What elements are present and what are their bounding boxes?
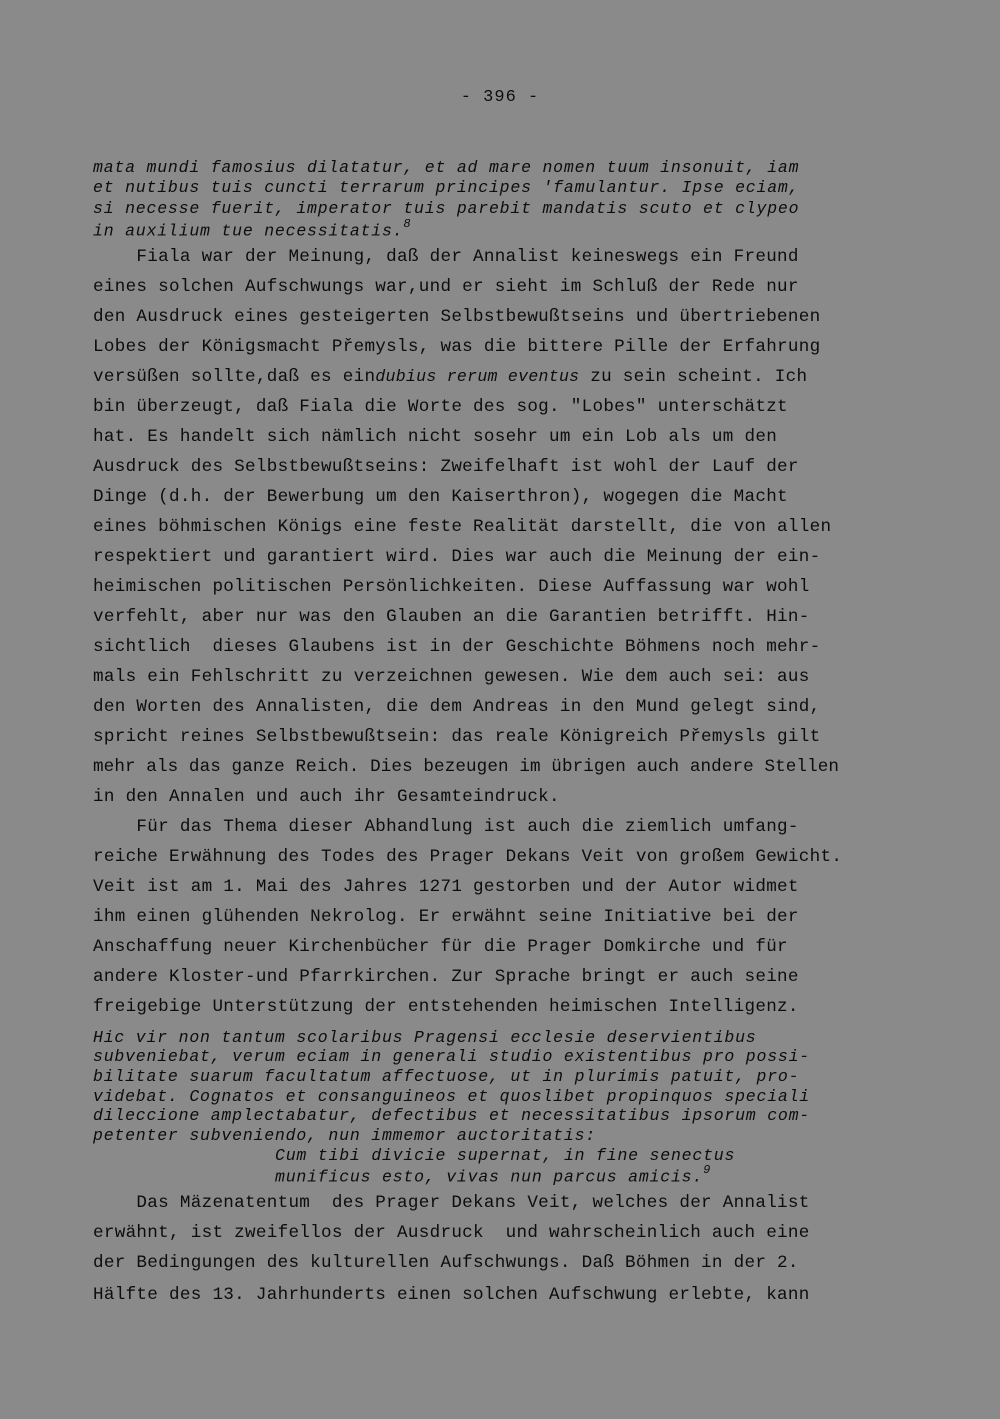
verse-text: munificus esto, vivas nun parcus amicis. <box>275 1167 704 1187</box>
body-line: eines böhmischen Königs eine feste Realität darstellt, die von allen <box>93 517 832 537</box>
body-line: mehr als das ganze Reich. Dies bezeugen im übrigen auch andere Stellen <box>93 757 840 777</box>
body-line: andere Kloster-und Pfarrkirchen. Zur Sprache bringt er auch seine <box>93 967 799 987</box>
body-text: zu sein scheint. Ich <box>579 367 808 387</box>
body-line: Veit ist am 1. Mai des Jahres 1271 gestorben und der Autor widmet <box>93 877 799 897</box>
latin-quote-line: videbat. Cognatos et consanguineos et quoslibet propinquos speciali <box>93 1087 811 1106</box>
latin-quote-line: petenter subveniendo, nun immemor auctoritatis: <box>93 1126 596 1145</box>
latin-quote-line: subveniebat, verum eciam in generali studio existentibus pro possi- <box>93 1047 811 1066</box>
body-line: respektiert und garantiert wird. Dies war auch die Meinung der ein- <box>93 547 821 567</box>
body-line: eines solchen Aufschwungs war,und er sieht im Schluß der Rede nur <box>93 277 799 297</box>
body-line: mals ein Fehlschritt zu verzeichnen gewesen. Wie dem auch sei: aus <box>93 667 810 687</box>
body-line: Dinge (d.h. der Bewerbung um den Kaiserthron), wogegen die Macht <box>93 487 788 507</box>
body-line: sichtlich dieses Glaubens ist in der Geschichte Böhmens noch mehr- <box>93 637 821 657</box>
body-line: erwähnt, ist zweifellos der Ausdruck und wahrscheinlich auch eine <box>93 1223 810 1243</box>
page-number: - 396 - <box>460 88 540 107</box>
body-line: der Bedingungen des kulturellen Aufschwungs. Daß Böhmen in der 2. <box>93 1253 799 1273</box>
body-line: Fiala war der Meinung, daß der Annalist keineswegs ein Freund <box>93 247 799 267</box>
latin-quote-line: et nutibus tuis cuncti terrarum principes 'famulantur. Ipse eciam, <box>93 178 800 197</box>
body-line: heimischen politischen Persönlichkeiten. Diese Auffassung war wohl <box>93 577 810 597</box>
body-line <box>93 367 807 387</box>
body-line: Das Mäzenatentum des Prager Dekans Veit, welches der Annalist <box>93 1193 810 1213</box>
body-text: versüßen sollte,daß es ein <box>93 367 376 387</box>
body-line: ihm einen glühenden Nekrolog. Er erwähnt seine Initiative bei der <box>93 907 799 927</box>
body-line: hat. Es handelt sich nämlich nicht sosehr um ein Lob als um den <box>93 427 778 447</box>
body-line: Anschaffung neuer Kirchenbücher für die Prager Domkirche und für <box>93 937 788 957</box>
body-line: verfehlt, aber nur was den Glauben an die Garantien betrifft. Hin- <box>93 607 810 627</box>
body-line: reiche Erwähnung des Todes des Prager Dekans Veit von großem Gewicht. <box>93 847 843 867</box>
latin-quote-line: mata mundi famosius dilatatur, et ad mare nomen tuum insonuit, iam <box>93 158 800 177</box>
body-line: freigebige Unterstützung der entstehenden heimischen Intelligenz. <box>93 997 799 1017</box>
body-line: Ausdruck des Selbstbewußtseins: Zweifelhaft ist wohl der Lauf der <box>93 457 799 477</box>
verse-line: Cum tibi divicie supernat, in fine senectus <box>275 1146 736 1165</box>
latin-quote-text: in auxilium tue necessitatis. <box>93 221 404 241</box>
latin-phrase: dubius rerum eventus <box>375 367 580 386</box>
body-line: bin überzeugt, daß Fiala die Worte des sog. "Lobes" unterschätzt <box>93 397 788 417</box>
latin-quote-line: bilitate suarum facultatum affectuose, ut in plurimis patuit, pro- <box>93 1067 800 1086</box>
verse-line <box>275 1165 711 1187</box>
body-line: den Ausdruck eines gesteigerten Selbstbewußtseins und übertriebenen <box>93 307 821 327</box>
latin-quote-line: si necesse fuerit, imperator tuis parebit mandatis scuto et clypeo <box>93 199 800 218</box>
latin-quote-line: dileccione amplectabatur, defectibus et necessitatibus ipsorum com- <box>93 1106 811 1125</box>
body-line: Für das Thema dieser Abhandlung ist auch die ziemlich umfang- <box>93 817 799 837</box>
body-line: in den Annalen und auch ihr Gesamteindruck. <box>93 787 560 807</box>
latin-quote-line: Hic vir non tantum scolaribus Pragensi ecclesie deservientibus <box>93 1028 757 1047</box>
footnote-marker: 9 <box>703 1163 712 1177</box>
body-line: Hälfte des 13. Jahrhunderts einen solchen Aufschwung erlebte, kann <box>93 1285 810 1305</box>
footnote-marker: 8 <box>403 217 412 231</box>
body-line: spricht reines Selbstbewußtsein: das reale Königreich Přemysls gilt <box>93 727 821 747</box>
body-line: Lobes der Königsmacht Přemysls, was die bittere Pille der Erfahrung <box>93 337 821 357</box>
body-line: den Worten des Annalisten, die dem Andreas in den Mund gelegt sind, <box>93 697 821 717</box>
latin-quote-line <box>93 219 411 241</box>
